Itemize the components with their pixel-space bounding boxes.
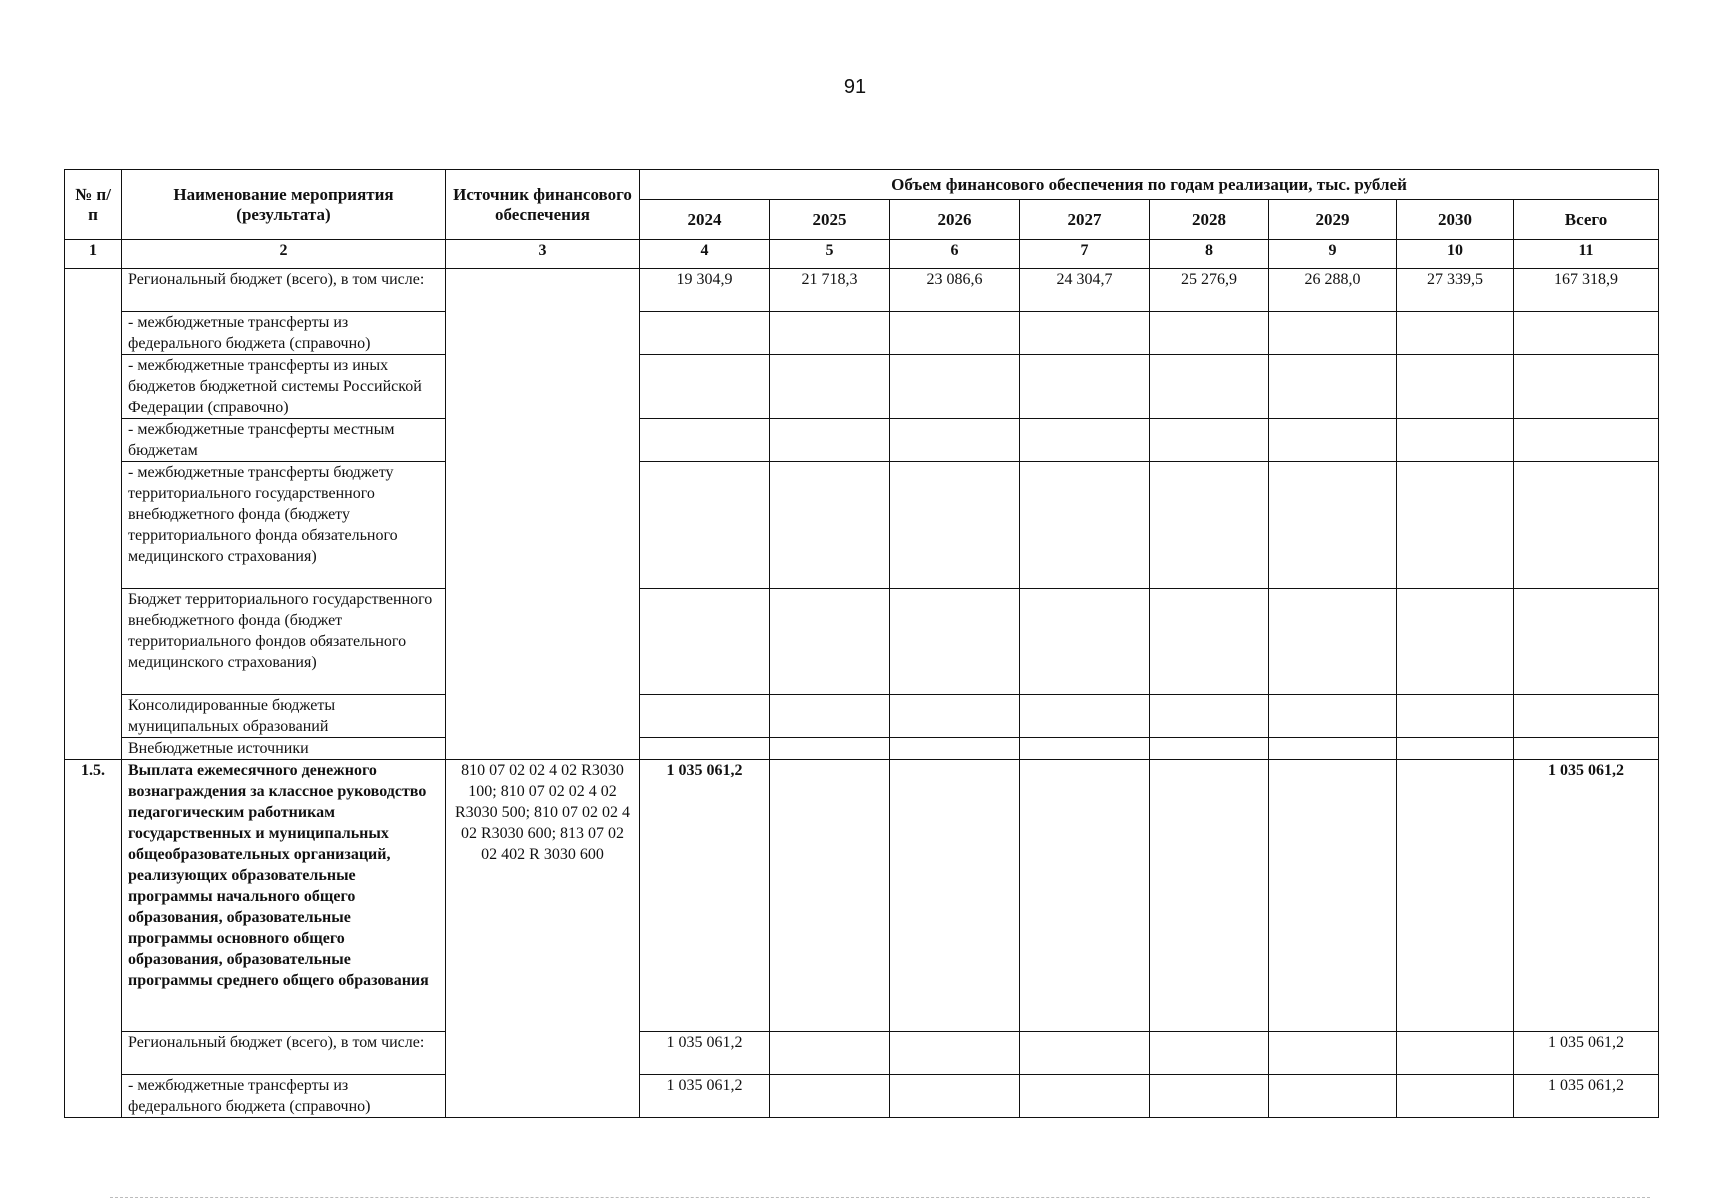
value-cell — [770, 419, 890, 462]
header-year: 2029 — [1269, 200, 1397, 240]
value-cell — [1514, 462, 1659, 589]
row-name: Региональный бюджет (всего), в том числе: — [122, 1032, 446, 1075]
table-row — [65, 1032, 1659, 1075]
header-year: 2027 — [1020, 200, 1150, 240]
value-cell — [1020, 312, 1150, 355]
index-cell: 6 — [890, 240, 1020, 269]
value-cell — [890, 462, 1020, 589]
value-cell — [1150, 312, 1269, 355]
row-name: - межбюджетные трансферты из федерального бюджета (справочно) — [122, 1075, 446, 1118]
table-row — [65, 589, 1659, 695]
header-volume: Объем финансового обеспечения по годам реализации, тыс. рублей — [640, 170, 1659, 200]
value-cell — [1269, 462, 1397, 589]
value-cell — [1150, 462, 1269, 589]
source-codes: 810 07 02 02 4 02 R3030 100; 810 07 02 02 4 02 R3030 500; 810 07 02 02 4 02 R3030 600; 813 07 02 02 402 R 3030 600 — [446, 760, 640, 1118]
index-cell: 8 — [1150, 240, 1269, 269]
index-cell: 9 — [1269, 240, 1397, 269]
index-cell: 7 — [1020, 240, 1150, 269]
value-cell — [1020, 1075, 1150, 1118]
value-cell — [890, 695, 1020, 738]
index-cell: 5 — [770, 240, 890, 269]
value-cell: 24 304,7 — [1020, 269, 1150, 312]
value-cell — [1020, 462, 1150, 589]
index-row — [65, 240, 1659, 269]
scan-artifact-line — [110, 1197, 1650, 1198]
value-cell — [1269, 1032, 1397, 1075]
value-cell — [1020, 760, 1150, 1032]
value-cell: 21 718,3 — [770, 269, 890, 312]
value-cell — [1397, 1075, 1514, 1118]
header-row-top — [65, 170, 1659, 200]
position-cell-empty — [65, 269, 122, 760]
value-cell — [1269, 355, 1397, 419]
header-name: Наименование мероприятия (результата) — [122, 170, 446, 240]
value-cell — [1020, 695, 1150, 738]
page-number: 91 — [843, 76, 867, 98]
value-cell — [770, 312, 890, 355]
header-source: Источник финансового обеспечения — [446, 170, 640, 240]
value-cell — [1269, 738, 1397, 760]
value-cell: 167 318,9 — [1514, 269, 1659, 312]
value-cell — [1514, 419, 1659, 462]
value-cell — [1514, 355, 1659, 419]
value-cell: 1 035 061,2 — [1514, 1075, 1659, 1118]
value-cell — [1150, 1032, 1269, 1075]
header-year: 2025 — [770, 200, 890, 240]
row-name: - межбюджетные трансферты из иных бюджетов бюджетной системы Российской Федерации (справочно) — [122, 355, 446, 419]
value-cell — [890, 419, 1020, 462]
header-year: 2024 — [640, 200, 770, 240]
value-cell — [1397, 312, 1514, 355]
row-name: Консолидированные бюджеты муниципальных образований — [122, 695, 446, 738]
value-cell — [1020, 355, 1150, 419]
value-cell: 23 086,6 — [890, 269, 1020, 312]
event-title: Выплата ежемесячного денежного вознаграждения за классное руководство педагогическим работникам государственных и муниципальных общеобразовательных организаций, реализующих образовательные программы начального общего образования, образовательные программы основного общего образования, образовательные программы среднего общего образования — [122, 760, 446, 1032]
value-cell — [640, 695, 770, 738]
value-cell — [1514, 695, 1659, 738]
financing-table — [64, 169, 1659, 1118]
value-cell: 1 035 061,2 — [640, 1075, 770, 1118]
index-cell: 1 — [65, 240, 122, 269]
value-cell — [640, 312, 770, 355]
table-row — [65, 312, 1659, 355]
value-cell — [890, 312, 1020, 355]
value-cell — [1269, 312, 1397, 355]
value-cell — [1150, 738, 1269, 760]
value-cell: 1 035 061,2 — [1514, 1032, 1659, 1075]
value-cell: 27 339,5 — [1397, 269, 1514, 312]
value-cell: 26 288,0 — [1269, 269, 1397, 312]
value-cell — [890, 1032, 1020, 1075]
value-cell — [1150, 760, 1269, 1032]
index-cell: 11 — [1514, 240, 1659, 269]
value-cell — [1397, 738, 1514, 760]
value-cell — [640, 462, 770, 589]
value-cell — [1150, 1075, 1269, 1118]
value-cell — [1269, 760, 1397, 1032]
header-year: 2030 — [1397, 200, 1514, 240]
value-cell — [1150, 419, 1269, 462]
value-cell — [770, 355, 890, 419]
value-cell: 25 276,9 — [1150, 269, 1269, 312]
value-cell — [1150, 695, 1269, 738]
source-cell-empty — [446, 269, 640, 760]
position-number: 1.5. — [65, 760, 122, 1118]
value-cell — [1269, 419, 1397, 462]
value-cell — [890, 1075, 1020, 1118]
value-cell — [1150, 355, 1269, 419]
value-cell — [1397, 589, 1514, 695]
value-cell — [1514, 738, 1659, 760]
table-row — [65, 695, 1659, 738]
row-name: Внебюджетные источники — [122, 738, 446, 760]
value-cell — [1397, 1032, 1514, 1075]
value-cell — [770, 738, 890, 760]
table-row — [65, 355, 1659, 419]
value-cell — [770, 1075, 890, 1118]
value-cell — [640, 419, 770, 462]
index-cell: 10 — [1397, 240, 1514, 269]
value-cell — [1269, 695, 1397, 738]
value-cell — [1514, 312, 1659, 355]
value-cell — [770, 695, 890, 738]
value-cell — [1020, 738, 1150, 760]
value-cell — [1269, 1075, 1397, 1118]
header-total: Всего — [1514, 200, 1659, 240]
value-cell — [770, 760, 890, 1032]
row-name: - межбюджетные трансферты из федерального бюджета (справочно) — [122, 312, 446, 355]
value-cell — [1514, 589, 1659, 695]
value-cell — [1150, 589, 1269, 695]
header-number: № п/п — [65, 170, 122, 240]
index-cell: 3 — [446, 240, 640, 269]
value-cell: 19 304,9 — [640, 269, 770, 312]
row-name: - межбюджетные трансферты бюджету территориального государственного внебюджетного фонда (бюджету территориального фонда обязательного медицинского страхования) — [122, 462, 446, 589]
index-cell: 2 — [122, 240, 446, 269]
value-cell — [640, 589, 770, 695]
value-cell — [1397, 419, 1514, 462]
table-row — [65, 738, 1659, 760]
row-name: Бюджет территориального государственного внебюджетного фонда (бюджет территориального фондов обязательного медицинского страхования) — [122, 589, 446, 695]
value-cell — [1397, 355, 1514, 419]
header-year: 2026 — [890, 200, 1020, 240]
value-cell — [1020, 589, 1150, 695]
value-cell — [890, 355, 1020, 419]
value-cell — [770, 589, 890, 695]
row-name: Региональный бюджет (всего), в том числе: — [122, 269, 446, 312]
value-cell — [890, 760, 1020, 1032]
value-cell — [770, 462, 890, 589]
value-cell: 1 035 061,2 — [1514, 760, 1659, 1032]
value-cell — [1397, 760, 1514, 1032]
table-row — [65, 419, 1659, 462]
value-cell — [770, 1032, 890, 1075]
value-cell — [890, 589, 1020, 695]
table-row — [65, 462, 1659, 589]
header-year: 2028 — [1150, 200, 1269, 240]
row-name: - межбюджетные трансферты местным бюджетам — [122, 419, 446, 462]
table-row — [65, 1075, 1659, 1118]
table-row — [65, 269, 1659, 312]
value-cell — [1020, 419, 1150, 462]
value-cell — [640, 738, 770, 760]
table-row-event — [65, 760, 1659, 1032]
value-cell — [890, 738, 1020, 760]
value-cell — [1269, 589, 1397, 695]
value-cell: 1 035 061,2 — [640, 1032, 770, 1075]
value-cell — [640, 355, 770, 419]
value-cell — [1397, 462, 1514, 589]
value-cell — [1397, 695, 1514, 738]
index-cell: 4 — [640, 240, 770, 269]
value-cell — [1020, 1032, 1150, 1075]
value-cell: 1 035 061,2 — [640, 760, 770, 1032]
